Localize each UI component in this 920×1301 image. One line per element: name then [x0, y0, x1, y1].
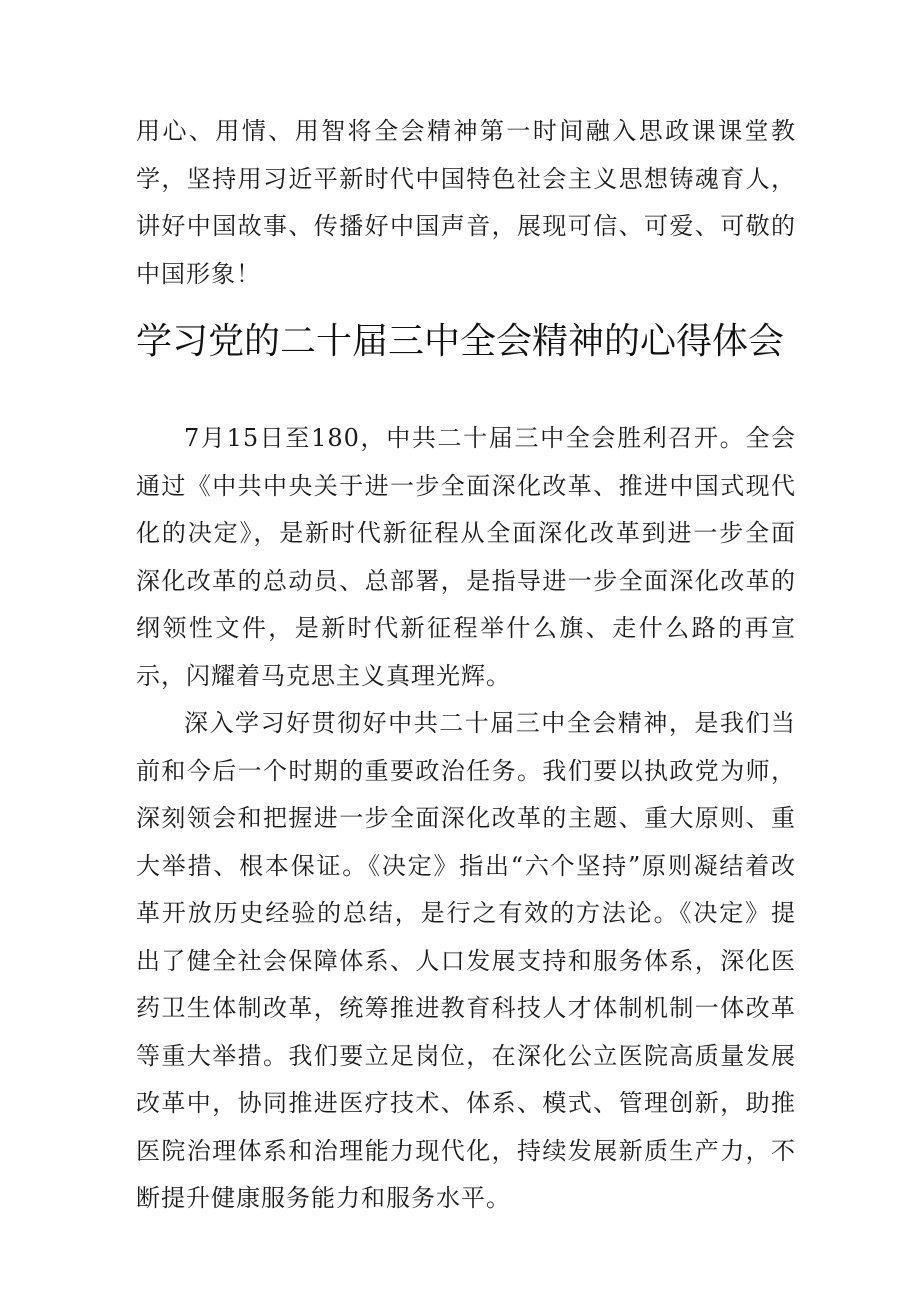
continuation-paragraph: 用心、用情、用智将全会精神第一时间融入思政课课堂教学，坚持用习近平新时代中国特色社会主义思想铸魂育人，讲好中国故事、传播好中国声音，展现可信、可爱、可敬的中国形象！ — [136, 117, 796, 288]
body-paragraph-2: 深入学习好贯彻好中共二十届三中全会精神，是我们当前和今后一个时期的重要政治任务。我们要以执政党为师，深刻领会和把握进一步全面深化改革的主题、重大原则、重大举措、根本保证。《决定》指出“六个坚持”原则凝结着改革开放历史经验的总结，是行之有效的方法论。《决定》提出了健全社会保障体系、人口发展支持和服务体系，深化医药卫生体制改革，统筹推进教育科技人才体制机制一体改革等重大举措。我们要立足岗位，在深化公立医院高质量发展改革中，协同推进医疗技术、体系、模式、管理创新，助推医院治理体系和治理能力现代化，持续发展新质生产力，不断提升健康服务能力和服务水平。 — [136, 709, 796, 1212]
article-title: 学习党的二十届三中全会精神的心得体会 — [135, 321, 784, 362]
article-body — [136, 415, 796, 1223]
body-paragraph-1: 7月15日至180，中共二十届三中全会胜利召开。全会通过《中共中央关于进一步全面深化改革、推进中国式现代化的决定》，是新时代新征程从全面深化改革到进一步全面深化改革的总动员、总部署，是指导进一步全面深化改革的纲领性文件，是新时代新征程举什么旗、走什么路的再宣示，闪耀着马克思主义真理光辉。 — [136, 424, 796, 690]
